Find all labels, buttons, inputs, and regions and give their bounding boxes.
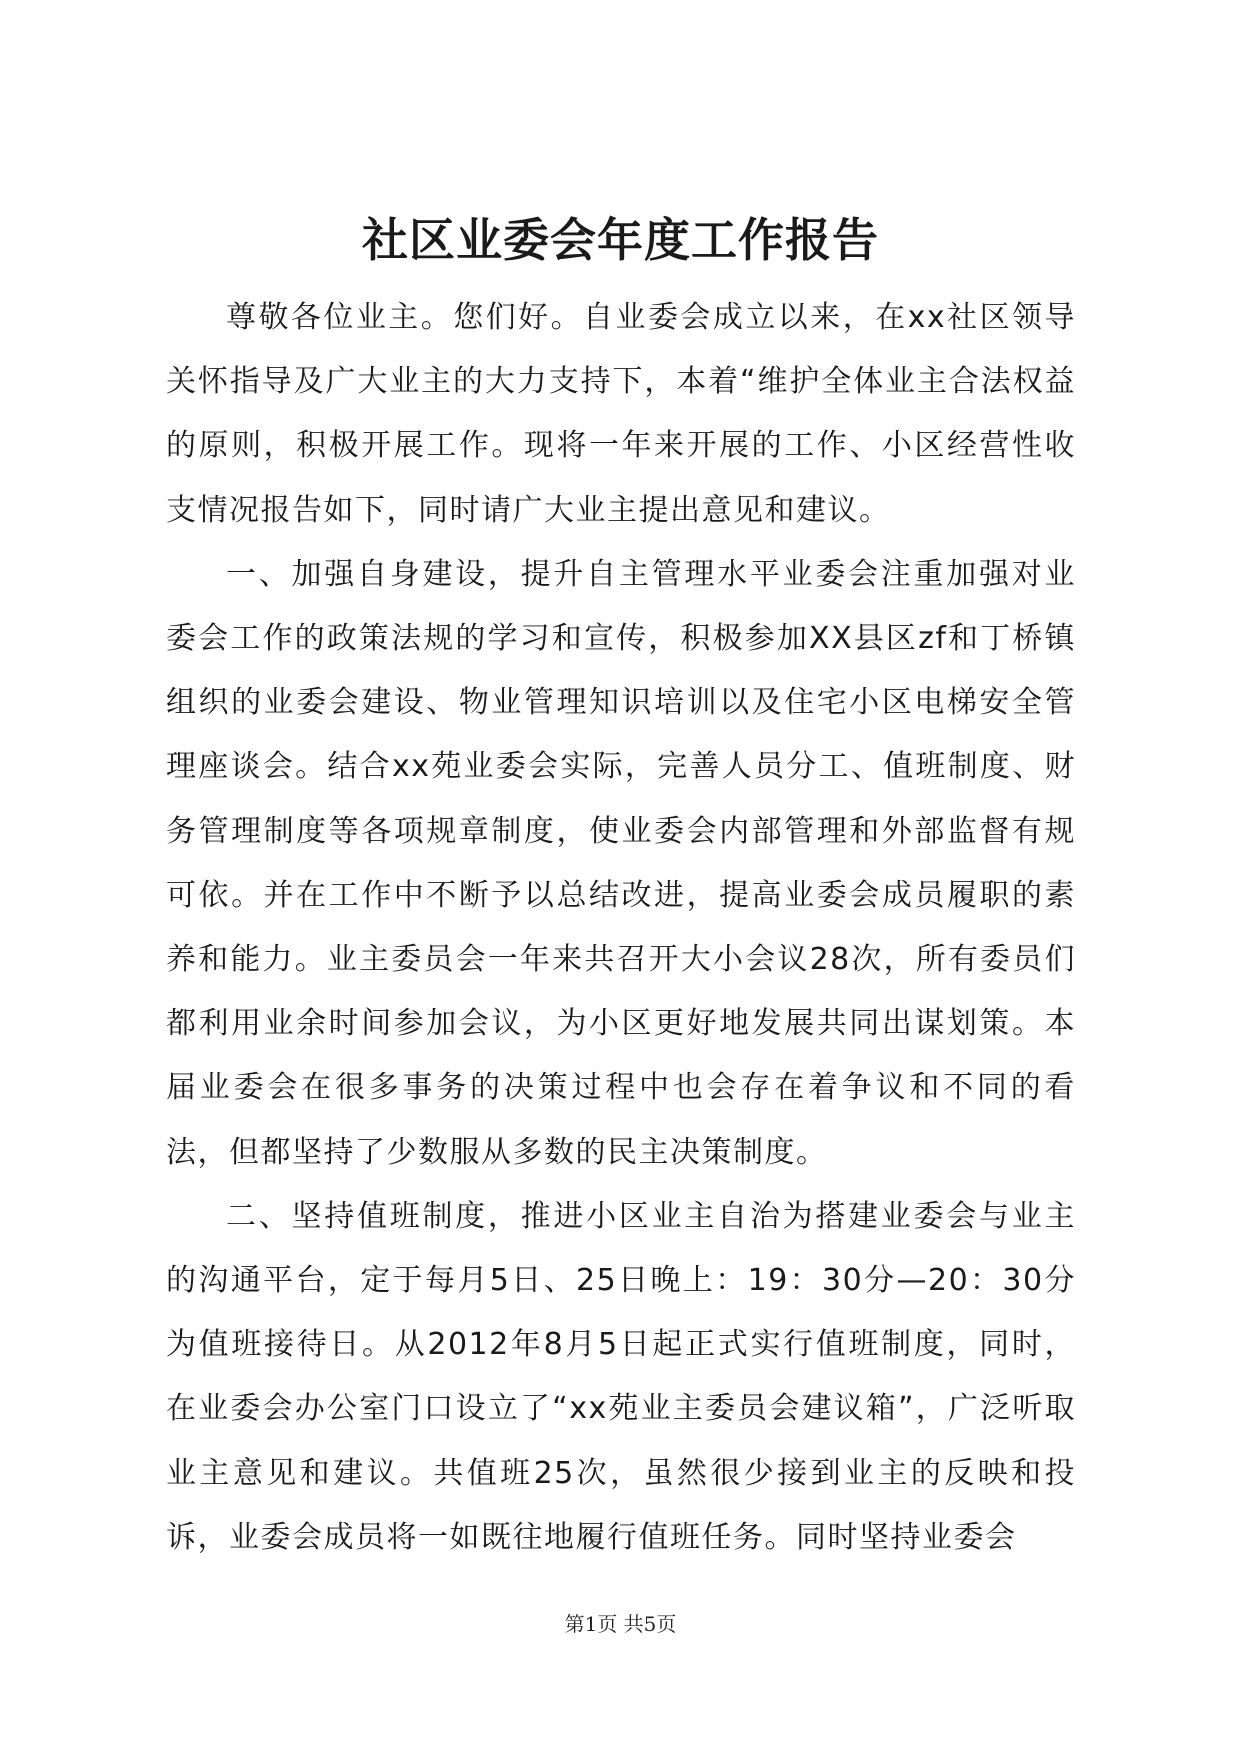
page-number-footer: 第1页 共5页 <box>564 1612 677 1636</box>
intro-paragraph: 尊敬各位业主。您们好。自业委会成立以来，在xx社区领导关怀指导及广大业主的大力支持下，本着“维护全体业主合法权益的原则，积极开展工作。现将一年来开展的工作、小区经营性收支情况报告如下，同时请广大业主提出意见和建议。 <box>166 300 1076 528</box>
document-body <box>166 286 1076 1570</box>
section-two-paragraph: 二、坚持值班制度，推进小区业主自治为搭建业委会与业主的沟通平台，定于每月5日、25日晚上：19：30分—20：30分为值班接待日。从2012年8月5日起正式实行值班制度，同时，在业委会办公室门口设立了“xx苑业主委员会建议箱”，广泛听取业主意见和建议。共值班25次，虽然很少接到业主的反映和投诉，业委会成员将一如既往地履行值班任务。同时坚持业委会 <box>166 1198 1076 1555</box>
section-one-paragraph: 一、加强自身建设，提升自主管理水平业委会注重加强对业委会工作的政策法规的学习和宣传，积极参加XX县区zf和丁桥镇组织的业委会建设、物业管理知识培训以及住宅小区电梯安全管理座谈会。结合xx苑业委会实际，完善人员分工、值班制度、财务管理制度等各项规章制度，使业委会内部管理和外部监督有规可依。并在工作中不断予以总结改进，提高业委会成员履职的素养和能力。业主委员会一年来共召开大小会议28次，所有委员们都利用业余时间参加会议，为小区更好地发展共同出谋划策。本届业委会在很多事务的决策过程中也会存在着争议和不同的看法，但都坚持了少数服从多数的民主决策制度。 <box>166 556 1076 1170</box>
page-title: 社区业委会年度工作报告 <box>362 213 879 267</box>
